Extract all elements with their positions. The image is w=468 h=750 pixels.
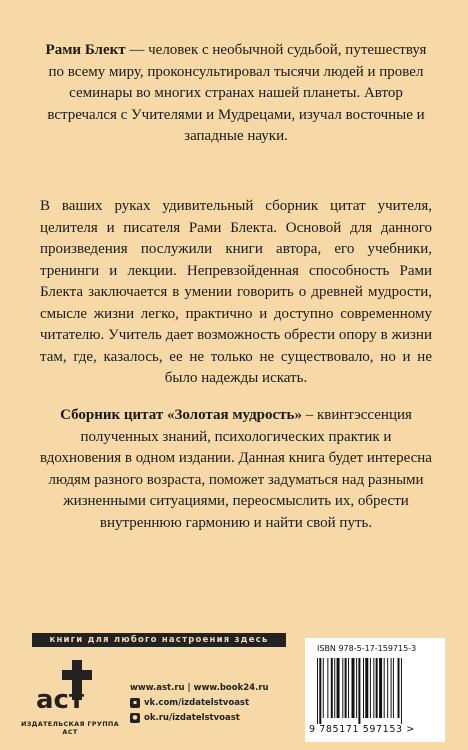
author-bio-text: — человек с необычной судьбой, путешествуя по всему миру, проконсультировал тысячи людей и провел семинары во многих странах нашей планеты. Автор встречался с Учителями и Мудрецами, изучал восточные и западные науки.: [47, 42, 427, 144]
barcode-image: [315, 658, 439, 724]
barcode-digits: 9 785171 597153 >: [309, 724, 415, 735]
publisher-caption: ИЗДАТЕЛЬСКАЯ ГРУППА АСТ: [20, 720, 119, 736]
isbn-label: ISBN 978-5-17-159715-3: [317, 644, 417, 653]
publisher-logo: [32, 658, 102, 718]
collection-title: Сборник цитат «Золотая мудрость»: [60, 407, 302, 423]
barcode-panel: [305, 638, 445, 742]
collection-text: – квинтэссенция полученных знаний, психологических практик и вдохновения в одном издании. Данная книга будет интересна людям разного возраста, поможет задуматься над разными жизненными ситуациями, переосмыслить их, обрести внутреннюю гармонию и найти свой путь.: [40, 407, 432, 531]
book-description: В ваших руках удивительный сборник цитат учителя, целителя и писателя Рами Блекта. Основой для данного произведения послужили книги автора, его учебники, тренинги и лекции. Непревзойденная способность Рами Блекта заключается в умении говорить о древней мудрости, смысле жизни легко, практично и доступно современному читателю. Учитель дает возможность обрести опору в жизни там, где, казалось, ее не только не существовало, но и не было надежды искать.: [40, 198, 432, 386]
publisher-websites[interactable]: www.ast.ru | www.book24.ru: [130, 682, 269, 693]
ok-icon: ●: [130, 713, 140, 723]
slogan-banner: книги для любого настроения здесь: [32, 633, 286, 647]
author-name: Рами Блект: [45, 42, 126, 58]
publisher-links: [130, 680, 290, 725]
author-bio: [40, 40, 432, 148]
publisher-logo-text: аст: [36, 685, 85, 715]
vk-link-text[interactable]: vk.com/izdatelstvoast: [144, 697, 250, 708]
vk-link[interactable]: [130, 695, 290, 710]
vk-icon: ▪: [130, 698, 140, 708]
ok-link[interactable]: [130, 710, 290, 725]
ok-link-text[interactable]: ok.ru/izdatelstvoast: [144, 712, 240, 723]
collection-description: [40, 405, 432, 534]
